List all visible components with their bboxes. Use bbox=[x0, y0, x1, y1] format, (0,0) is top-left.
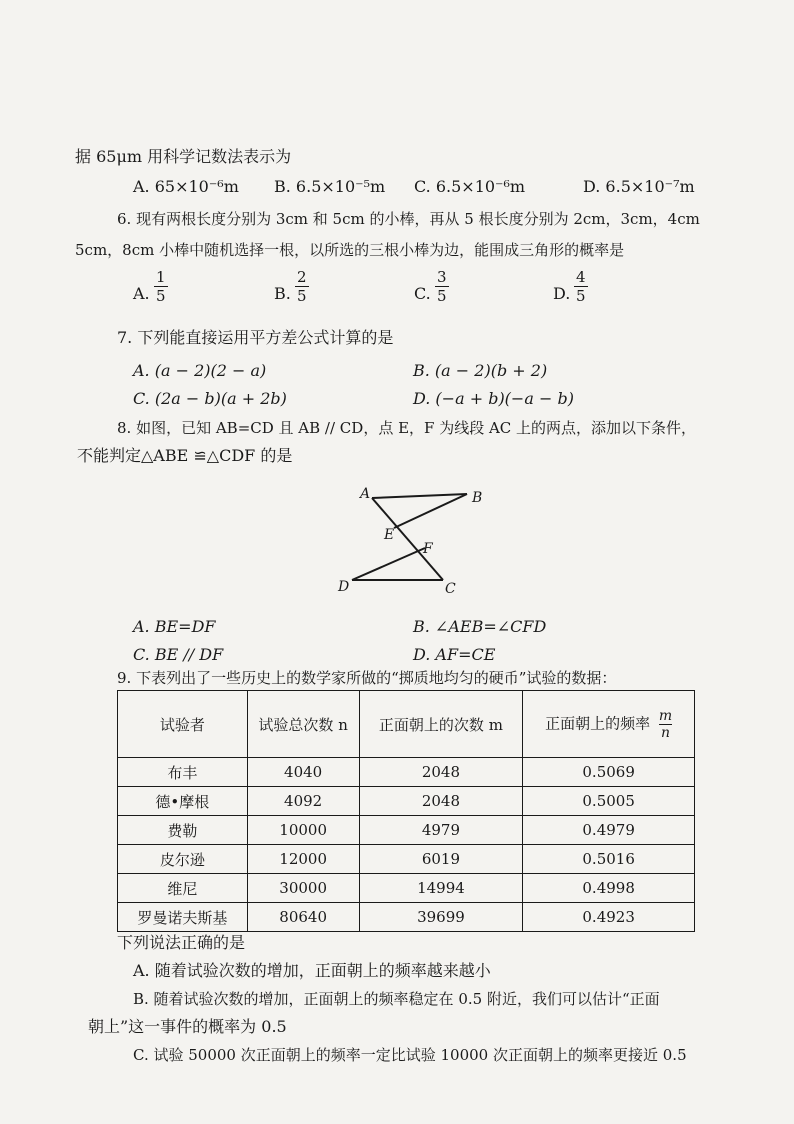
q9-stem: 9. 下表列出了一些历史上的数学家所做的“掷质地均匀的硬币”试验的数据： bbox=[117, 669, 617, 687]
coin-toss-table bbox=[117, 690, 695, 932]
q6-option-b-label: B. bbox=[274, 284, 291, 303]
q5-option-a: A. 65×10⁻⁶m bbox=[133, 177, 239, 196]
q7-stem: 7. 下列能直接运用平方差公式计算的是 bbox=[117, 328, 394, 347]
cell-name: 费勒 bbox=[118, 816, 248, 845]
header-frequency-label: 正面朝上的频率 bbox=[545, 714, 651, 732]
cell-name: 德•摩根 bbox=[118, 787, 248, 816]
cell-total: 30000 bbox=[247, 874, 359, 903]
table-row bbox=[118, 874, 695, 903]
cell-heads: 2048 bbox=[359, 758, 523, 787]
table-row bbox=[118, 787, 695, 816]
cell-name: 罗曼诺夫斯基 bbox=[118, 903, 248, 932]
q6-option-c-label: C. bbox=[414, 284, 431, 303]
q7-option-b: B. (a − 2)(b + 2) bbox=[413, 361, 548, 380]
q8-option-a: A. BE=DF bbox=[133, 617, 216, 636]
cell-total: 12000 bbox=[247, 845, 359, 874]
table-row bbox=[118, 845, 695, 874]
cell-frequency: 0.4979 bbox=[523, 816, 695, 845]
q5-stem: 据 65μm 用科学记数法表示为 bbox=[75, 147, 292, 166]
q6-option-d-num: 4 bbox=[576, 268, 586, 286]
q9-option-c: C. 试验 50000 次正面朝上的频率一定比试验 10000 次正面朝上的频率更接近 0.5 bbox=[133, 1046, 687, 1064]
q6-option-b-den: 5 bbox=[297, 287, 307, 305]
header-heads-count: 正面朝上的次数 m bbox=[359, 691, 523, 758]
q9-option-b-line2: 朝上”这一事件的概率为 0.5 bbox=[88, 1017, 287, 1036]
q6-option-a-num: 1 bbox=[156, 268, 166, 286]
cell-name: 维尼 bbox=[118, 874, 248, 903]
cell-heads: 2048 bbox=[359, 787, 523, 816]
q8-option-d: D. AF=CE bbox=[413, 645, 496, 664]
cell-heads: 4979 bbox=[359, 816, 523, 845]
q7-option-a: A. (a − 2)(2 − a) bbox=[133, 361, 267, 380]
cell-total: 10000 bbox=[247, 816, 359, 845]
cell-frequency: 0.5016 bbox=[523, 845, 695, 874]
q6-option-c-fraction bbox=[435, 268, 449, 305]
cell-frequency: 0.5005 bbox=[523, 787, 695, 816]
q9-question: 下列说法正确的是 bbox=[117, 933, 246, 952]
cell-frequency: 0.4923 bbox=[523, 903, 695, 932]
label-e: E bbox=[384, 527, 395, 543]
table-row bbox=[118, 758, 695, 787]
q5-option-d: D. 6.5×10⁻⁷m bbox=[583, 177, 695, 196]
cell-heads: 39699 bbox=[359, 903, 523, 932]
cell-heads: 6019 bbox=[359, 845, 523, 874]
q5-option-c: C. 6.5×10⁻⁶m bbox=[414, 177, 526, 196]
q6-option-d-fraction bbox=[574, 268, 588, 305]
q6-option-a-den: 5 bbox=[156, 287, 166, 305]
table-row bbox=[118, 816, 695, 845]
q6-option-b-fraction bbox=[295, 268, 309, 305]
q6-option-c-den: 5 bbox=[437, 287, 447, 305]
q5-option-b: B. 6.5×10⁻⁵m bbox=[274, 177, 386, 196]
segment-be bbox=[394, 494, 467, 528]
table-row bbox=[118, 903, 695, 932]
q8-option-c: C. BE // DF bbox=[133, 645, 224, 664]
cell-total: 4092 bbox=[247, 787, 359, 816]
q7-option-c: C. (2a − b)(a + 2b) bbox=[133, 389, 287, 408]
segment-ab bbox=[372, 494, 467, 498]
q9-option-b-line1: B. 随着试验次数的增加，正面朝上的频率稳定在 0.5 附近，我们可以估计“正面 bbox=[133, 990, 660, 1008]
segment-df bbox=[352, 548, 425, 580]
q6-option-c-num: 3 bbox=[437, 268, 447, 286]
cell-total: 4040 bbox=[247, 758, 359, 787]
header-experimenter: 试验者 bbox=[118, 691, 248, 758]
table-header-row bbox=[118, 691, 695, 758]
q7-option-d: D. (−a + b)(−a − b) bbox=[413, 389, 574, 408]
cell-name: 皮尔逊 bbox=[118, 845, 248, 874]
label-b: B bbox=[472, 490, 483, 506]
q8-line2: 不能判定△ABE ≌△CDF 的是 bbox=[77, 446, 293, 465]
q6-option-a-fraction bbox=[154, 268, 168, 305]
label-f: F bbox=[423, 541, 433, 557]
label-c: C bbox=[445, 581, 456, 597]
cell-heads: 14994 bbox=[359, 874, 523, 903]
cell-total: 80640 bbox=[247, 903, 359, 932]
q6-option-a-label: A. bbox=[133, 284, 150, 303]
cell-frequency: 0.5069 bbox=[523, 758, 695, 787]
header-total-trials: 试验总次数 n bbox=[247, 691, 359, 758]
header-heads-frequency bbox=[523, 691, 695, 758]
q6-line2: 5cm，8cm 小棒中随机选择一根，以所选的三根小棒为边，能围成三角形的概率是 bbox=[75, 241, 625, 259]
label-a: A bbox=[360, 486, 371, 502]
geometry-figure bbox=[330, 480, 500, 600]
cell-name: 布丰 bbox=[118, 758, 248, 787]
q6-option-d-den: 5 bbox=[576, 287, 586, 305]
q6-option-d-label: D. bbox=[553, 284, 571, 303]
q9-option-a: A. 随着试验次数的增加，正面朝上的频率越来越小 bbox=[133, 961, 491, 980]
label-d: D bbox=[338, 579, 350, 595]
frequency-numerator: m bbox=[658, 707, 673, 724]
q6-option-b-num: 2 bbox=[297, 268, 307, 286]
q6-line1: 6. 现有两根长度分别为 3cm 和 5cm 的小棒，再从 5 根长度分别为 2cm，3cm，4cm bbox=[117, 210, 700, 228]
cell-frequency: 0.4998 bbox=[523, 874, 695, 903]
q8-option-b: B. ∠AEB=∠CFD bbox=[413, 617, 547, 636]
q8-line1: 8. 如图，已知 AB=CD 且 AB // CD，点 E，F 为线段 AC 上的两点，添加以下条件， bbox=[117, 419, 697, 437]
frequency-fraction bbox=[659, 708, 672, 741]
frequency-denominator: n bbox=[661, 724, 671, 741]
